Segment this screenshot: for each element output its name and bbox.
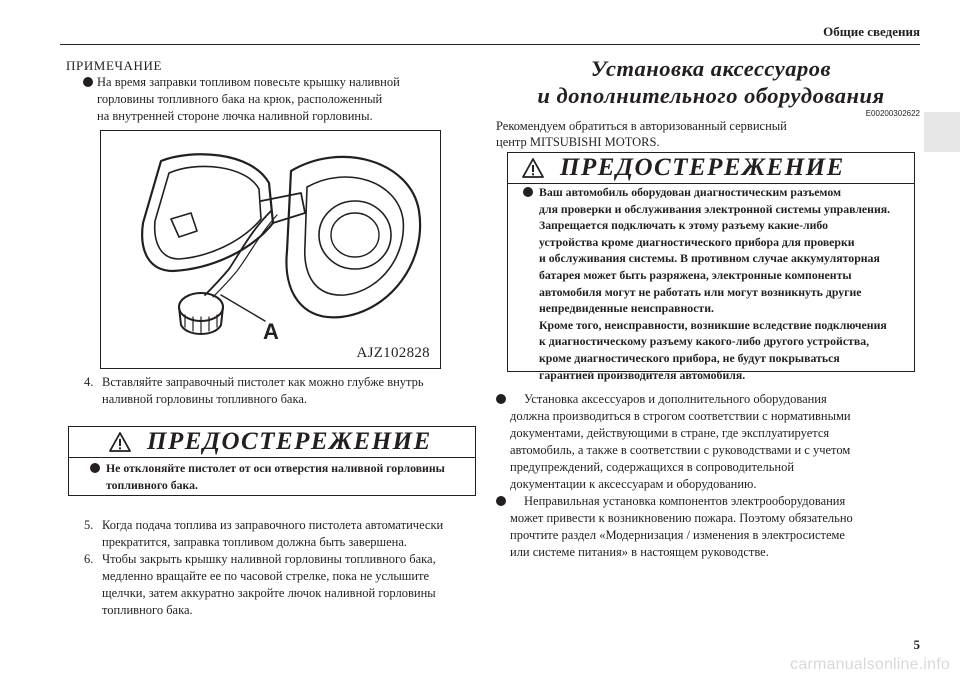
warning-line: кроме диагностического прибора, не будут покрываться [539, 350, 840, 365]
note-heading: ПРИМЕЧАНИЕ [66, 58, 163, 73]
warning-line: Запрещается подключать к этому разъему какие-либо [539, 218, 829, 233]
accessory-bullet [496, 391, 916, 493]
warning-title: ПРЕДОСТЕРЕЖЕНИЕ [560, 154, 845, 181]
bullet-line: может привести к возникновению пожара. Поэтому обязательно [510, 511, 853, 525]
warning-line: Не отклоняйте пистолет от оси отверстия наливной горловины [106, 461, 445, 475]
bullet-line: Неправильная установка компонентов электрооборудования [524, 494, 846, 508]
fuel-cap-illustration [100, 130, 441, 369]
instruction-step-5 [84, 517, 484, 551]
section-title-line2: и дополнительного оборудования [537, 83, 885, 108]
warning-line: автомобиля могут не работать или могут возникнуть другие [539, 284, 862, 299]
note-line: горловины топливного бака на крюк, расположенный [97, 92, 383, 106]
page-header-title: Общие сведения [823, 24, 920, 39]
accessory-bullet [496, 493, 916, 561]
warning-body [87, 460, 465, 493]
intro-line: Рекомендуем обратиться в авторизованный сервисный [496, 119, 787, 133]
header-divider [60, 44, 920, 45]
intro-paragraph [496, 118, 926, 150]
warning-divider [69, 457, 475, 458]
page-number: 5 [913, 637, 920, 652]
warning-line: гарантией производителя автомобиля. [539, 367, 746, 382]
warning-title: ПРЕДОСТЕРЕЖЕНИЕ [147, 428, 432, 455]
intro-line: центр MITSUBISHI MOTORS. [496, 135, 660, 149]
instruction-step-4 [84, 374, 484, 408]
warning-line: батарея может быть разряжена, электронные компоненты [539, 267, 852, 282]
bullet-line: автомобиль, а также в соответствии с руководствами и с учетом [510, 443, 851, 457]
warning-line: Кроме того, неисправности, возникшие вследствие подключения [539, 317, 887, 332]
bullet-line: должна производиться в строгом соответствии с нормативными [510, 409, 851, 423]
step-line: Вставляйте заправочный пистолет как можно глубже внутрь [102, 375, 424, 389]
step-line: топливного бака. [102, 603, 193, 617]
warning-triangle-icon [522, 158, 544, 178]
bullet-line: предупреждений, содержащихся в сопроводительной [510, 460, 795, 474]
warning-line: к диагностическому разъему какого-либо другого устройства, [539, 334, 870, 349]
bullet-line: или системе питания» в настоящем руководстве. [510, 545, 769, 559]
bullet-dot-icon [83, 77, 93, 87]
note-bullet [66, 74, 486, 125]
step-number: 6. [84, 552, 94, 566]
figure-callout-label: A [263, 319, 279, 344]
bullet-dot-icon [496, 394, 506, 404]
step-line: наливной горловины топливного бака. [102, 392, 308, 406]
step-number: 5. [84, 518, 94, 532]
watermark: carmanualsonline.info [790, 656, 950, 673]
left-warning-box [68, 426, 476, 496]
bullet-line: Установка аксессуаров и дополнительного оборудования [524, 392, 827, 406]
warning-line: и обслуживания системы. В противном случае аккумуляторная [539, 251, 880, 266]
section-code: E00200302622 [865, 109, 920, 118]
warning-line: для проверки и обслуживания электронной системы управления. [539, 201, 891, 216]
warning-body [520, 184, 904, 383]
fuel-door-drawing [101, 131, 440, 368]
note-line: на внутренней стороне лючка наливной горловины. [97, 109, 373, 123]
step-line: прекратится, заправка топливом должна быть завершена. [102, 535, 408, 549]
note-line: На время заправки топливом повесьте крышку наливной [97, 75, 400, 89]
section-title-line1: Установка аксессуаров [590, 56, 832, 81]
warning-line: топливного бака. [106, 477, 198, 492]
bullet-line: документами, действующими в стране, где эксплуатируется [510, 426, 830, 440]
step-line: Когда подача топлива из заправочного пистолета автоматически [102, 518, 444, 532]
step-line: Чтобы закрыть крышку наливной горловины топливного бака, [102, 552, 436, 566]
figure-code: AJZ102828 [356, 345, 430, 361]
accessory-bullets [496, 391, 916, 561]
bullet-dot-icon [523, 187, 533, 197]
bullet-line: документации к аксессуарам и оборудованию. [510, 477, 757, 491]
warning-triangle-icon [109, 432, 131, 452]
step-line: щелчки, затем аккуратно закройте лючок наливной горловины [102, 586, 436, 600]
warning-header [109, 427, 432, 457]
step-line: медленно вращайте ее по часовой стрелке, пока не услышите [102, 569, 430, 583]
step-number: 4. [84, 375, 94, 389]
bullet-dot-icon [90, 463, 100, 473]
warning-bullet [520, 184, 904, 383]
right-warning-box [507, 152, 915, 382]
warning-line: непредвиденные неисправности. [539, 301, 714, 316]
warning-bullet [87, 460, 465, 493]
instruction-step-6 [84, 551, 484, 619]
note-block [66, 58, 486, 125]
warning-line: устройства кроме диагностического прибора для проверки [539, 234, 855, 249]
bullet-line: прочтите раздел «Модернизация / изменения в электросистеме [510, 528, 845, 542]
bullet-dot-icon [496, 496, 506, 506]
warning-line: Ваш автомобиль оборудован диагностическим разъемом [539, 185, 842, 199]
warning-header [522, 153, 845, 183]
section-side-tab [924, 112, 960, 152]
